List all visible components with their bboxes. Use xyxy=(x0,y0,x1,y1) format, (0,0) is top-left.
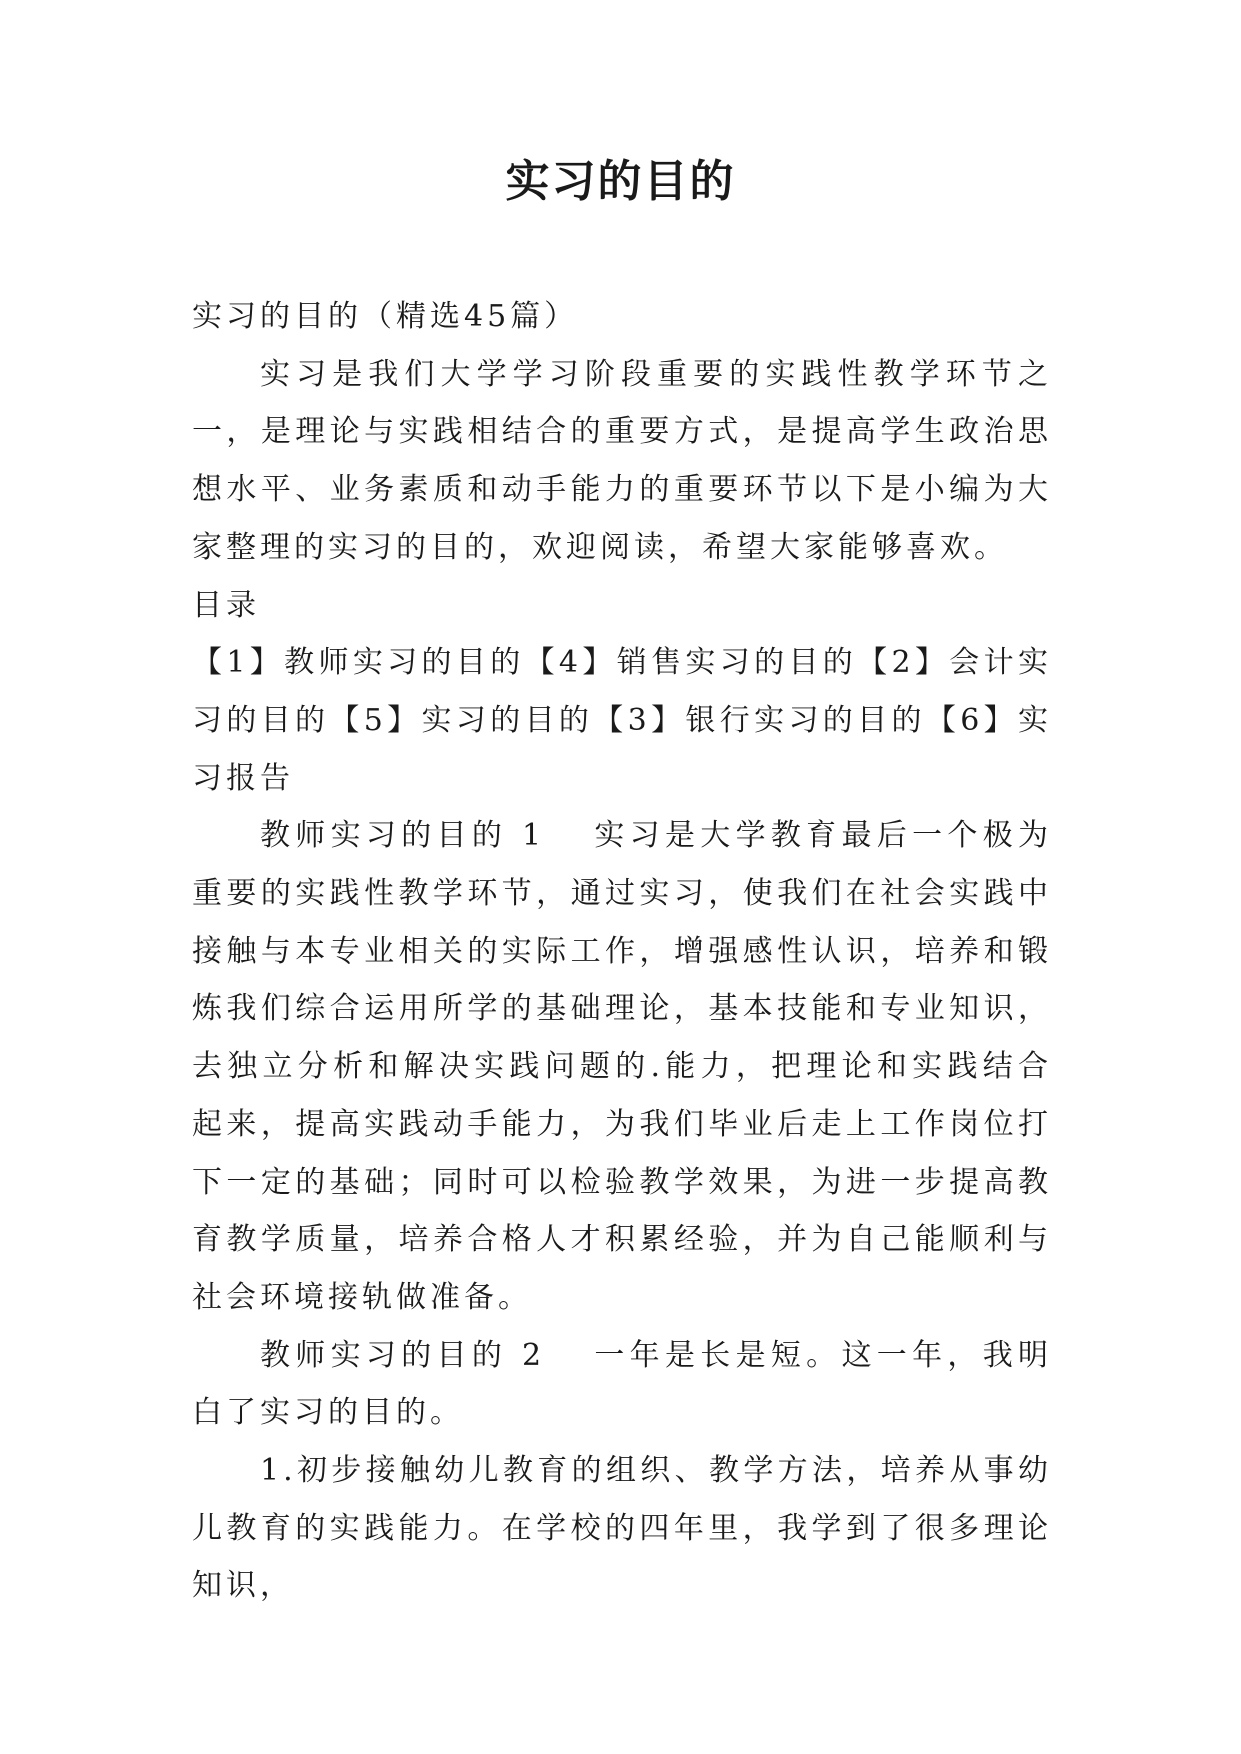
section-1-body: 实习是大学教育最后一个极为重要的实践性教学环节，通过实习，使我们在社会实践中接触与本专业相关的实际工作，增强感性认识，培养和锻炼我们综合运用所学的基础理论，基本技能和专业知识，去独立分析和解决实践问题的.能力，把理论和实践结合起来，提高实践动手能力，为我们毕业后走上工作岗位打下一定的基础；同时可以检验教学效果，为进一步提高教育教学质量，培养合格人才积累经验，并为自己能顺利与社会环境接轨做准备。 xyxy=(192,818,1053,1315)
section-2-paragraph xyxy=(192,1327,1052,1442)
section-1-paragraph xyxy=(192,807,1052,1326)
document-title: 实习的目的 xyxy=(505,156,736,207)
section-2-body: 一年是长是短。这一年，我明白了实习的目的。 xyxy=(192,1337,1053,1431)
item-1-paragraph: 1.初步接触幼儿教育的组织、教学方法，培养从事幼儿教育的实践能力。在学校的四年里，我学到了很多理论知识， xyxy=(192,1453,1052,1604)
section-2-heading: 教师实习的目的 2 xyxy=(260,1337,546,1373)
section-1-heading: 教师实习的目的 1 xyxy=(260,818,546,854)
toc-list: 【1】教师实习的目的【4】销售实习的目的【2】会计实习的目的【5】实习的目的【3】银行实习的目的【6】实习报告 xyxy=(192,645,1052,796)
document-subtitle: 实习的目的（精选45篇） xyxy=(192,299,579,334)
intro-paragraph: 实习是我们大学学习阶段重要的实践性教学环节之一，是理论与实践相结合的重要方式，是提高学生政治思想水平、业务素质和动手能力的重要环节以下是小编为大家整理的实习的目的，欢迎阅读，希望大家能够喜欢。 xyxy=(192,356,1052,565)
toc-heading: 目录 xyxy=(192,587,260,623)
document-body xyxy=(192,288,1052,1615)
